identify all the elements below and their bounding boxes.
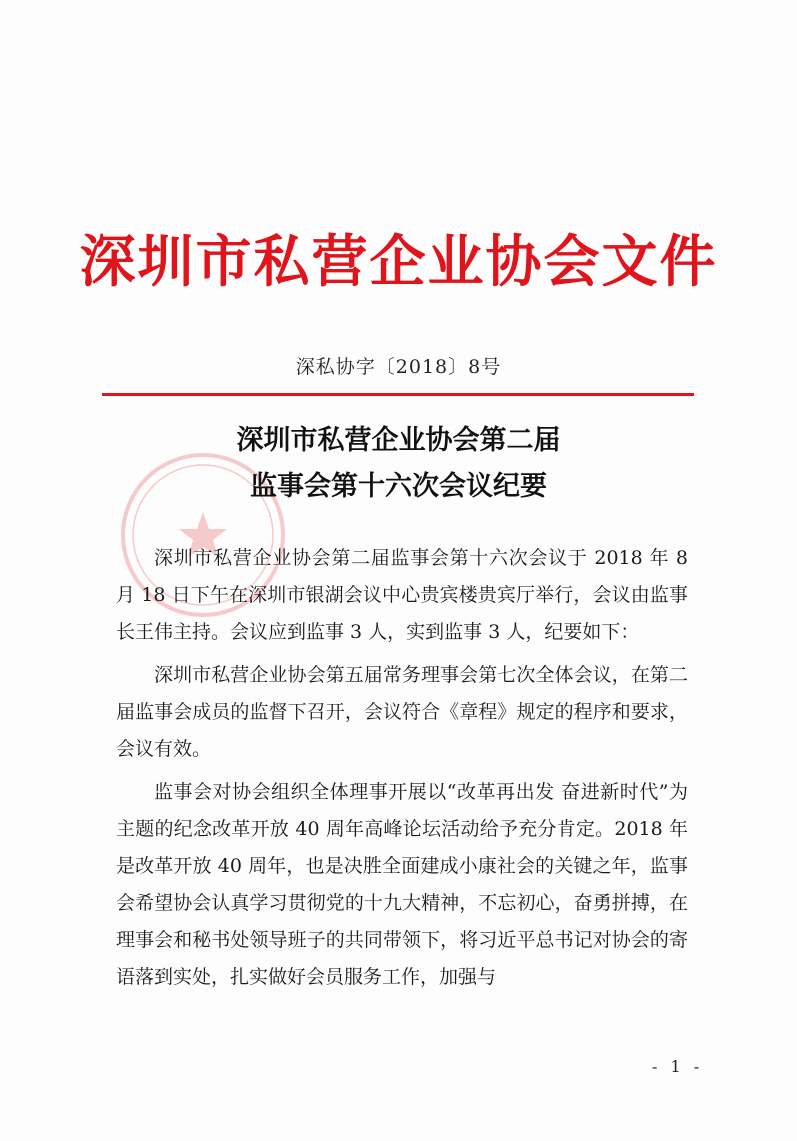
body-paragraph-2: 深圳市私营企业协会第五届常务理事会第七次全体会议，在第二届监事会成员的监督下召开，会议符合《章程》规定的程序和要求，会议有效。 bbox=[116, 664, 688, 760]
document-number: 深私协字〔2018〕8号 bbox=[295, 356, 502, 378]
body-paragraph-3: 监事会对协会组织全体理事开展以“改革再出发 奋进新时代”为主题的纪念改革开放 40 周年高峰论坛活动给予充分肯定。2018 年是改革开放 40 周年，也是决胜全面建成小康社会的关键之年，监事会希望协会认真学习贯彻党的十九大精神，不忘初心，奋勇拼搏，在理事会和秘书处领导班子的共同带领下，将习近平总书记对协会的寄语落到实处，扎实做好会员服务工作，加强与 bbox=[116, 781, 688, 988]
red-divider-line bbox=[102, 393, 694, 396]
document-title-line-1: 深圳市私营企业协会第二届 bbox=[236, 425, 561, 456]
org-header-title: 深圳市私营企业协会文件 bbox=[79, 229, 718, 295]
document-title-line-2: 监事会第十六次会议纪要 bbox=[250, 471, 547, 502]
document-body bbox=[116, 540, 688, 1002]
document-title bbox=[0, 418, 797, 510]
body-paragraph-1: 深圳市私营企业协会第二届监事会第十六次会议于 2018 年 8 月 18 日下午在深圳市银湖会议中心贵宾楼贵宾厅举行，会议由监事长王伟主持。会议应到监事 3 人，实到监事 3 人，纪要如下： bbox=[116, 547, 688, 643]
page-number: - 1 - bbox=[652, 1057, 704, 1076]
